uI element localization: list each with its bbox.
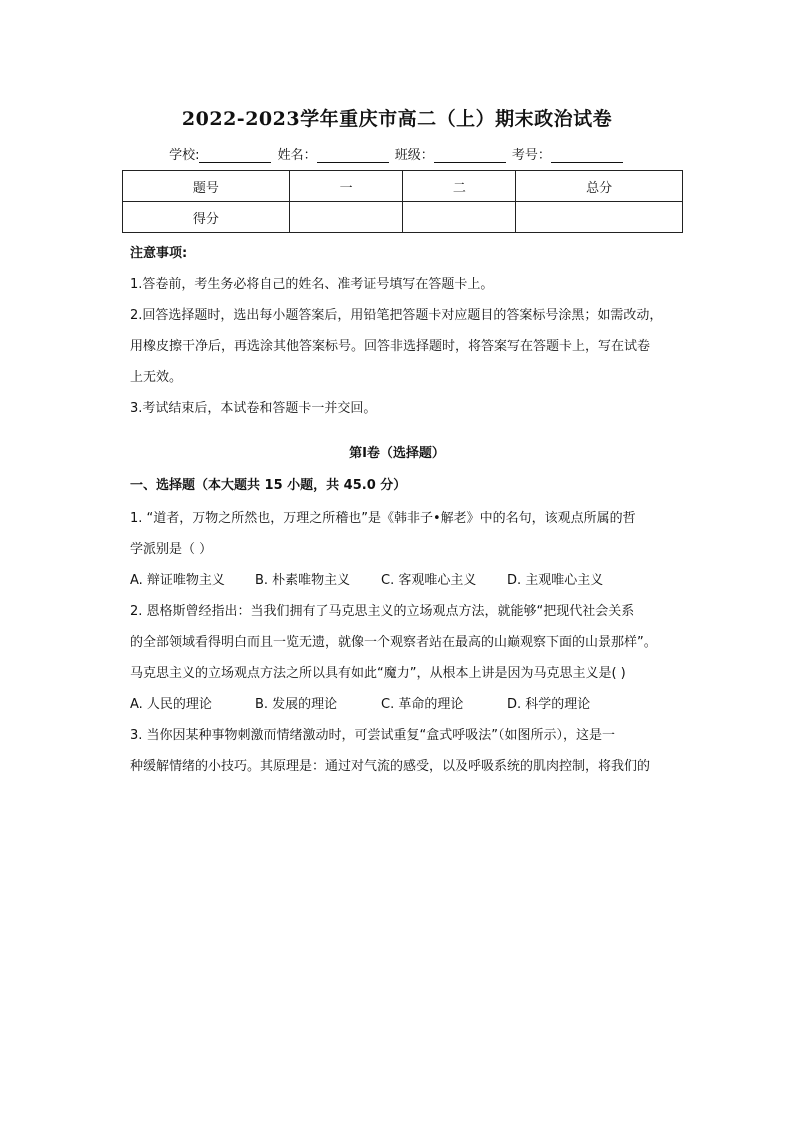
question-2-text: 2. 恩格斯曾经指出：当我们拥有了马克思主义的立场观点方法，就能够“把现代社会关系 — [130, 604, 635, 619]
header-cell-total: 总分 — [516, 171, 683, 202]
score-table-score-row — [123, 202, 683, 233]
option-a[interactable]: A. 辩证唯物主义 — [130, 573, 225, 588]
question-2-text: 的全部领域看得明白而且一览无遗，就像一个观察者站在最高的山巅观察下面的山景那样”。 — [130, 635, 657, 650]
notice-item: 3.考试结束后，本试卷和答题卡一并交回。 — [130, 401, 377, 416]
class-label: 班级： — [394, 148, 434, 163]
header-cell-part-1: 一 — [289, 171, 403, 202]
question-2-text: 马克思主义的立场观点方法之所以具有如此“魔力”，从根本上讲是因为马克思主义是( ) — [130, 666, 626, 681]
score-cell-total[interactable] — [516, 202, 683, 233]
option-d[interactable]: D. 主观唯心主义 — [507, 573, 604, 588]
class-blank[interactable] — [434, 148, 506, 163]
name-label: 姓名： — [277, 148, 317, 163]
exam-title: 2022-2023学年重庆市高二（上）期末政治试卷 — [181, 108, 613, 130]
question-1-text: 学派别是（ ） — [130, 542, 213, 557]
question-3-text: 种缓解情绪的小技巧。其原理是：通过对气流的感受，以及呼吸系统的肌肉控制，将我们的 — [130, 759, 651, 774]
section-title: 一、选择题（本大题共 15 小题，共 45.0 分） — [130, 478, 407, 493]
score-cell-part-1[interactable] — [289, 202, 403, 233]
option-c[interactable]: C. 革命的理论 — [381, 697, 464, 712]
part-title: 第Ⅰ卷（选择题） — [349, 446, 445, 461]
name-blank[interactable] — [317, 148, 389, 163]
question-1-options — [130, 569, 603, 588]
header-cell-question-no: 题号 — [123, 171, 290, 202]
school-label: 学校: — [169, 148, 200, 163]
student-info-line — [0, 144, 794, 163]
header-cell-part-2: 二 — [403, 171, 516, 202]
exam-number-label: 考号： — [511, 148, 551, 163]
notice-item: 1.答卷前，考生务必将自己的姓名、准考证号填写在答题卡上。 — [130, 277, 494, 292]
notice-item: 用橡皮擦干净后，再选涂其他答案标号。回答非选择题时，将答案写在答题卡上，写在试卷 — [130, 339, 651, 354]
question-2-options — [130, 693, 590, 712]
exam-number-blank[interactable] — [551, 148, 623, 163]
score-row-label: 得分 — [123, 202, 290, 233]
notice-item: 上无效。 — [130, 370, 183, 385]
question-3-text: 3. 当你因某种事物刺激而情绪激动时，可尝试重复“盒式呼吸法”（如图所示），这是一 — [130, 728, 616, 743]
option-c[interactable]: C. 客观唯心主义 — [381, 573, 477, 588]
option-b[interactable]: B. 朴素唯物主义 — [255, 573, 351, 588]
option-b[interactable]: B. 发展的理论 — [255, 697, 338, 712]
school-blank[interactable] — [199, 148, 271, 163]
score-cell-part-2[interactable] — [403, 202, 516, 233]
notice-heading: 注意事项: — [130, 246, 188, 261]
score-table — [122, 170, 683, 233]
notice-item: 2.回答选择题时，选出每小题答案后，用铅笔把答题卡对应题目的答案标号涂黑；如需改动， — [130, 308, 663, 323]
option-a[interactable]: A. 人民的理论 — [130, 697, 212, 712]
option-d[interactable]: D. 科学的理论 — [507, 697, 591, 712]
score-table-header-row — [123, 171, 683, 202]
question-1-text: 1. “道者，万物之所然也，万理之所稽也”是《韩非子•解老》中的名句，该观点所属的哲 — [130, 511, 636, 526]
